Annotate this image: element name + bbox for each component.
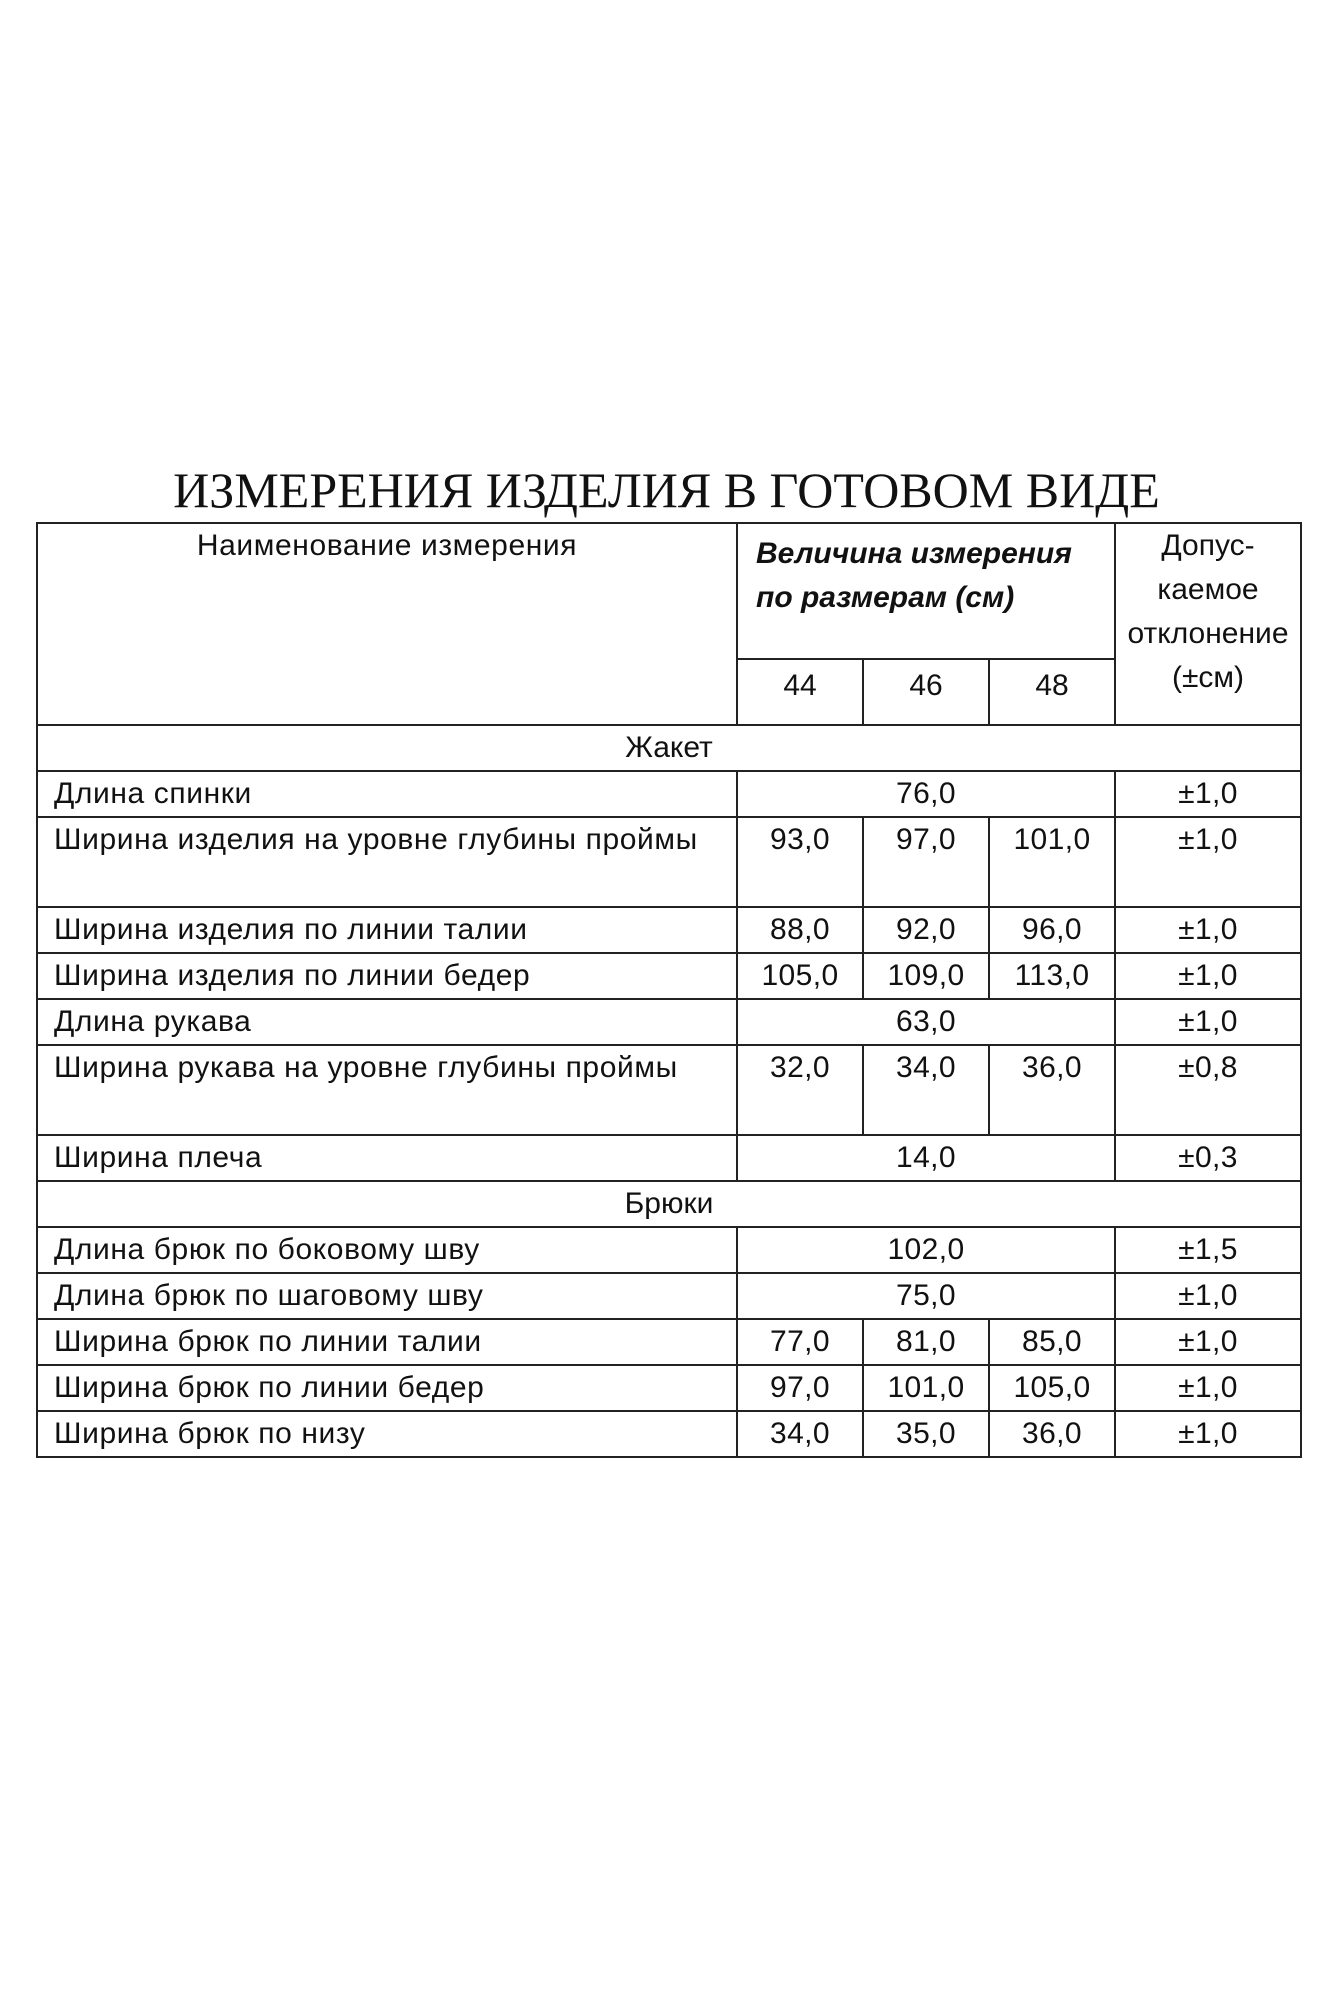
header-value-cell [737,523,1115,659]
measure-value-all-sizes: 75,0 [737,1273,1115,1319]
header-value-line2: по размерам (см) [756,581,1015,614]
section-title-jacket: Жакет [37,725,1301,771]
table-row [37,771,1301,817]
table-row [37,999,1301,1045]
measure-value-44: 77,0 [737,1319,863,1365]
measure-tolerance: ±1,0 [1115,1411,1301,1457]
measurements-table [36,522,1302,1458]
measure-value-all-sizes: 63,0 [737,999,1115,1045]
measure-name: Ширина изделия по линии бедер [37,953,737,999]
measure-value-48: 113,0 [989,953,1115,999]
header-name-cell: Наименование измерения [37,523,737,725]
measure-value-44: 34,0 [737,1411,863,1457]
measure-value-48: 36,0 [989,1045,1115,1135]
measure-value-48: 101,0 [989,817,1115,907]
measure-name: Ширина брюк по линии талии [37,1319,737,1365]
measure-tolerance: ±1,0 [1115,907,1301,953]
header-tolerance-line1: Допус- [1161,529,1255,562]
header-size-46: 46 [863,659,989,725]
header-value-line1: Величина измерения [756,537,1072,570]
measure-value-48: 85,0 [989,1319,1115,1365]
measure-tolerance: ±0,3 [1115,1135,1301,1181]
measure-tolerance: ±1,0 [1115,817,1301,907]
measure-name: Длина брюк по боковому шву [37,1227,737,1273]
measure-tolerance: ±1,0 [1115,771,1301,817]
measure-value-all-sizes: 76,0 [737,771,1115,817]
table-row [37,953,1301,999]
measure-value-48: 96,0 [989,907,1115,953]
measure-tolerance: ±1,5 [1115,1227,1301,1273]
measure-value-44: 88,0 [737,907,863,953]
measure-value-44: 97,0 [737,1365,863,1411]
measure-value-48: 105,0 [989,1365,1115,1411]
table-row [37,817,1301,907]
measure-tolerance: ±1,0 [1115,1365,1301,1411]
measure-name: Длина брюк по шаговому шву [37,1273,737,1319]
measure-value-46: 35,0 [863,1411,989,1457]
table-row [37,1411,1301,1457]
measure-value-44: 105,0 [737,953,863,999]
measure-value-46: 34,0 [863,1045,989,1135]
measure-value-46: 97,0 [863,817,989,907]
measure-name: Длина спинки [37,771,737,817]
measure-tolerance: ±0,8 [1115,1045,1301,1135]
measure-value-48: 36,0 [989,1411,1115,1457]
measure-name: Ширина плеча [37,1135,737,1181]
measure-name: Ширина изделия на уровне глубины проймы [37,817,737,907]
document-title: ИЗМЕРЕНИЯ ИЗДЕЛИЯ В ГОТОВОМ ВИДЕ [173,462,1160,518]
header-size-48: 48 [989,659,1115,725]
table-row [37,1227,1301,1273]
section-row [37,725,1301,771]
measure-value-all-sizes: 14,0 [737,1135,1115,1181]
table-row [37,1273,1301,1319]
measure-value-44: 32,0 [737,1045,863,1135]
measure-value-all-sizes: 102,0 [737,1227,1115,1273]
measure-tolerance: ±1,0 [1115,1319,1301,1365]
table-row [37,1319,1301,1365]
measure-value-46: 109,0 [863,953,989,999]
measure-tolerance: ±1,0 [1115,999,1301,1045]
table-row [37,1365,1301,1411]
measure-tolerance: ±1,0 [1115,1273,1301,1319]
measure-name: Ширина изделия по линии талии [37,907,737,953]
measure-value-44: 93,0 [737,817,863,907]
header-tolerance-line3: отклонение [1127,617,1289,650]
measure-value-46: 92,0 [863,907,989,953]
header-size-44: 44 [737,659,863,725]
header-row [37,523,1301,659]
table-row [37,1045,1301,1135]
section-row [37,1181,1301,1227]
header-tolerance-line2: каемое [1157,573,1259,606]
header-tolerance-line4: (±см) [1171,661,1245,694]
table-row [37,1135,1301,1181]
section-title-trousers: Брюки [37,1181,1301,1227]
measure-name: Длина рукава [37,999,737,1045]
measure-name: Ширина брюк по линии бедер [37,1365,737,1411]
measure-name: Ширина рукава на уровне глубины проймы [37,1045,737,1135]
measure-tolerance: ±1,0 [1115,953,1301,999]
table-row [37,907,1301,953]
measure-value-46: 81,0 [863,1319,989,1365]
header-tolerance-cell [1115,523,1301,725]
measure-value-46: 101,0 [863,1365,989,1411]
measure-name: Ширина брюк по низу [37,1411,737,1457]
